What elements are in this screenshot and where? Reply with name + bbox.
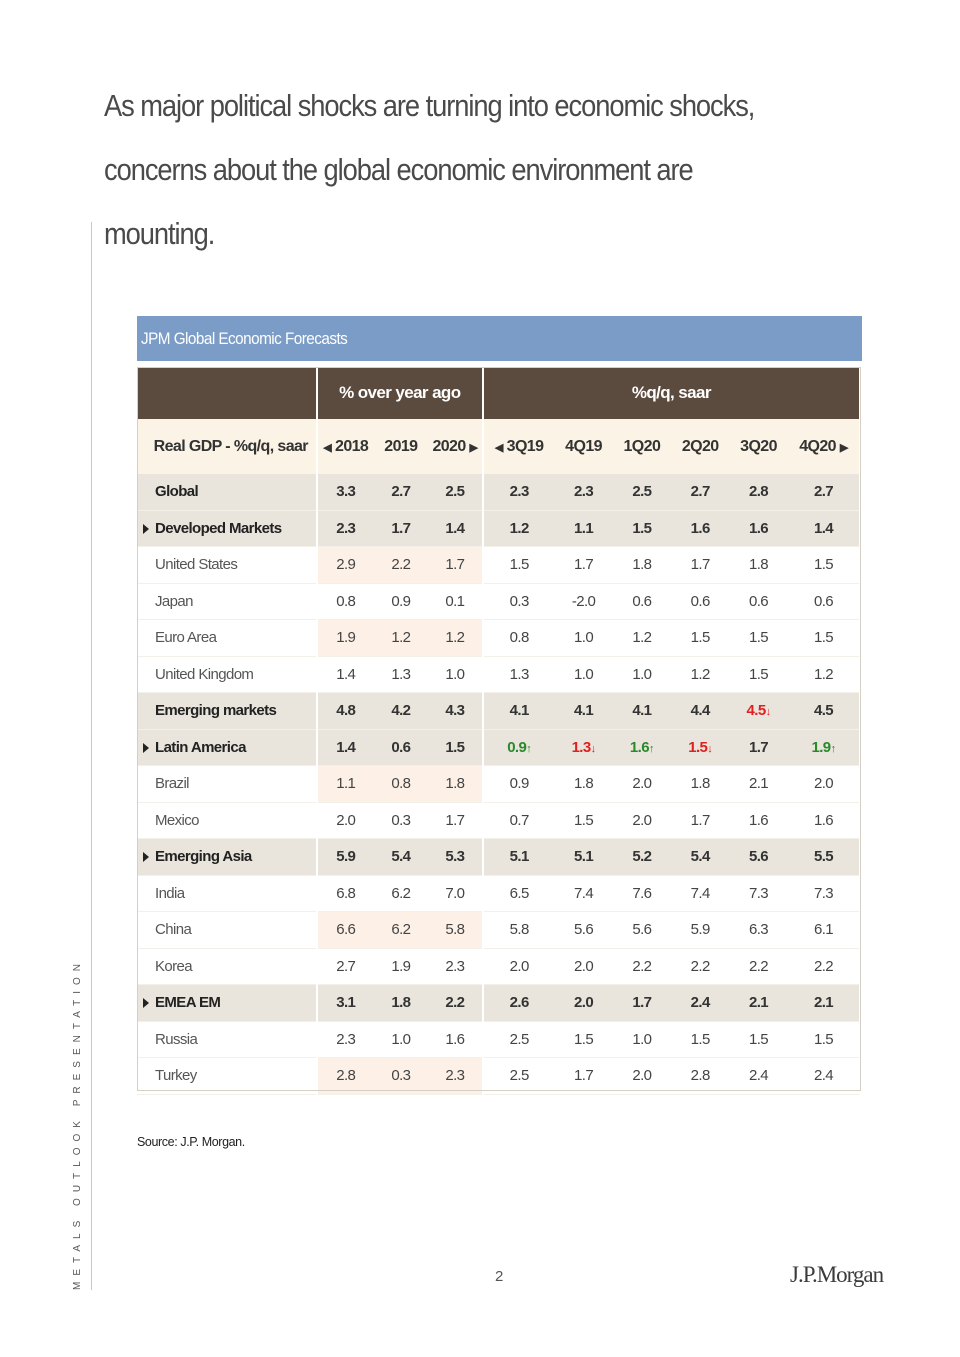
value-cell: 4.2 <box>374 693 429 730</box>
value-cell: 1.7 <box>428 547 483 584</box>
value-cell: 2.2 <box>632 957 652 975</box>
value-cell: 2.4 <box>813 1067 834 1085</box>
sidebar-label: METALS OUTLOOK PRESENTATION <box>72 957 83 1290</box>
value-cell: 1.9 <box>391 957 411 975</box>
value-cell: 1.6 <box>729 510 788 547</box>
row-name-cell <box>137 766 317 803</box>
column-header-row <box>137 419 859 474</box>
value-cell: 1.5 <box>574 1030 594 1048</box>
value-cell: 4.1 <box>555 693 613 730</box>
row-name: Russia <box>155 1030 198 1048</box>
value-cell: 5.6 <box>632 921 652 939</box>
value-cell: 0.6 <box>374 729 429 766</box>
value-cell: 2.8 <box>690 1067 710 1085</box>
table-row <box>137 1058 859 1095</box>
value-cell: 2.5 <box>428 474 483 510</box>
value-cell: 5.2 <box>612 839 671 876</box>
row-name-cell[interactable] <box>137 985 317 1022</box>
value-cell: 1.2 <box>428 620 483 657</box>
value-cell: 5.4 <box>671 839 729 876</box>
table-row <box>137 766 859 803</box>
row-name: United States <box>155 556 238 574</box>
value-cell: 1.4 <box>788 510 859 547</box>
value-cell: 1.3 ↓ <box>555 729 613 766</box>
value-cell: 1.0 <box>574 665 594 683</box>
value-cell: 5.1 <box>483 839 555 876</box>
row-name-cell <box>137 693 317 730</box>
value-cell: 1.4 <box>428 510 483 547</box>
row-name-cell <box>137 875 317 912</box>
value-cell: 4.1 <box>612 693 671 730</box>
row-name: Developed Markets <box>155 519 282 537</box>
value-cell: 1.2 <box>690 665 710 683</box>
value-cell: 5.3 <box>428 839 483 876</box>
value-cell: 0.1 <box>445 592 465 610</box>
expand-triangle-icon[interactable] <box>143 852 149 862</box>
value-cell: 2.7 <box>671 474 729 510</box>
value-cell: 2.3 <box>483 474 555 510</box>
value-cell: 2.2 <box>374 547 429 584</box>
value-cell: 0.8 <box>317 583 374 620</box>
value-cell: 5.5 <box>788 839 859 876</box>
forecast-table-panel <box>137 316 862 1095</box>
table-row <box>137 547 859 584</box>
row-name-cell <box>137 583 317 620</box>
value-cell: 1.2 <box>483 510 555 547</box>
value-cell: 2.0 <box>632 811 652 829</box>
value-cell: 2.3 <box>317 1021 374 1058</box>
value-cell: 4.8 <box>317 693 374 730</box>
value-cell: 2.8 <box>729 474 788 510</box>
value-cell: -2.0 <box>571 592 596 610</box>
value-cell: 2.2 <box>749 957 769 975</box>
value-cell: 4.1 <box>483 693 555 730</box>
value-cell: 1.6 <box>671 510 729 547</box>
col-header-2020[interactable]: 2020 ▶ <box>428 419 483 474</box>
value-cell: 5.9 <box>317 839 374 876</box>
value-cell: 0.6 <box>813 592 834 610</box>
group-header-annual: % over year ago <box>317 367 483 419</box>
table-row <box>137 875 859 912</box>
value-cell: 1.5 <box>813 556 834 574</box>
row-name: Emerging markets <box>155 702 277 720</box>
value-cell: 0.9 <box>483 766 555 803</box>
value-cell: 5.6 <box>729 839 788 876</box>
value-cell: 4.4 <box>671 693 729 730</box>
value-cell: 2.0 <box>317 802 374 839</box>
value-cell: 1.7 <box>690 811 710 829</box>
value-cell: 0.6 <box>632 592 652 610</box>
value-cell: 2.8 <box>317 1058 374 1095</box>
row-name: India <box>155 884 185 902</box>
row-name: Latin America <box>155 738 246 756</box>
value-cell: 1.5 <box>574 811 594 829</box>
value-cell: 1.8 <box>374 985 429 1022</box>
expand-triangle-icon[interactable] <box>143 743 149 753</box>
row-name: Brazil <box>155 775 189 793</box>
value-cell: 2.3 <box>555 474 613 510</box>
table-row <box>137 693 859 730</box>
value-cell: 3.3 <box>317 474 374 510</box>
value-cell: 1.2 <box>374 620 429 657</box>
row-name: Japan <box>155 592 193 610</box>
value-cell: 1.3 <box>391 665 411 683</box>
value-cell: 2.0 <box>574 957 594 975</box>
value-cell: 7.4 <box>574 884 594 902</box>
value-cell: 5.8 <box>428 912 483 949</box>
caret-right-icon[interactable]: ▶ <box>839 441 848 454</box>
value-cell: 1.5 <box>483 547 555 584</box>
value-cell: 0.9 <box>391 592 411 610</box>
value-cell: 1.4 <box>317 656 374 693</box>
source-note: Source: J.P. Morgan. <box>137 1135 245 1149</box>
value-cell: 1.5 <box>749 629 769 647</box>
row-name-cell <box>137 1021 317 1058</box>
value-cell: 1.5 <box>813 629 834 647</box>
value-cell: 1.6 ↑ <box>612 729 671 766</box>
header-blank-cell <box>137 367 317 419</box>
row-label-header: Real GDP - %q/q, saar <box>137 419 317 474</box>
table-row <box>137 839 859 876</box>
value-cell: 2.2 <box>813 957 834 975</box>
value-cell: 1.2 <box>813 665 834 683</box>
value-cell: 1.5 ↓ <box>671 729 729 766</box>
table-title: JPM Global Economic Forecasts <box>141 329 348 348</box>
row-name-cell <box>137 656 317 693</box>
jpmorgan-logo: J.P.Morgan <box>790 1262 884 1287</box>
col-header-1q20: 1Q20 <box>612 419 671 474</box>
value-cell: 1.8 <box>574 775 594 793</box>
value-cell: 5.6 <box>574 921 594 939</box>
value-cell: 7.0 <box>445 884 465 902</box>
group-header-row <box>137 367 859 419</box>
row-name: Euro Area <box>155 629 217 647</box>
value-cell: 1.3 <box>483 656 555 693</box>
value-cell: 1.6 <box>445 1030 465 1048</box>
col-header-3q19[interactable]: ◀ 3Q19 <box>483 419 555 474</box>
row-name-cell[interactable] <box>137 839 317 876</box>
value-cell: 7.6 <box>632 884 652 902</box>
row-name-cell <box>137 547 317 584</box>
caret-left-icon[interactable]: ◀ <box>323 441 332 454</box>
value-cell: 2.1 <box>749 775 769 793</box>
table-row <box>137 510 859 547</box>
value-cell: 2.4 <box>671 985 729 1022</box>
value-cell: 6.8 <box>317 875 374 912</box>
table-row <box>137 729 859 766</box>
caret-left-icon[interactable]: ◀ <box>494 441 503 454</box>
caret-right-icon[interactable]: ▶ <box>469 441 478 454</box>
value-cell: 1.7 <box>574 1067 594 1085</box>
value-cell: 2.3 <box>445 957 465 975</box>
table-row <box>137 985 859 1022</box>
value-cell: 1.5 <box>690 629 710 647</box>
value-cell: 2.5 <box>483 1058 555 1095</box>
value-cell: 1.7 <box>612 985 671 1022</box>
value-cell: 5.8 <box>483 912 555 949</box>
value-cell: 1.7 <box>690 556 710 574</box>
value-cell: 2.5 <box>483 1021 555 1058</box>
row-name-cell <box>137 1058 317 1095</box>
value-cell: 3.1 <box>317 985 374 1022</box>
value-cell: 7.3 <box>813 884 834 902</box>
col-header-3q20: 3Q20 <box>729 419 788 474</box>
value-cell: 6.2 <box>391 884 411 902</box>
value-cell: 1.0 <box>391 1030 411 1048</box>
table-row <box>137 1021 859 1058</box>
value-cell: 2.7 <box>788 474 859 510</box>
value-cell: 1.5 <box>612 510 671 547</box>
value-cell: 2.2 <box>428 985 483 1022</box>
value-cell: 1.5 <box>813 1030 834 1048</box>
value-cell: 5.1 <box>555 839 613 876</box>
table-row <box>137 583 859 620</box>
value-cell: 1.7 <box>574 556 594 574</box>
value-cell: 2.3 <box>428 1058 483 1095</box>
value-cell: 2.5 <box>612 474 671 510</box>
row-name: United Kingdom <box>155 665 254 683</box>
table-row <box>137 474 859 510</box>
value-cell: 1.8 <box>428 766 483 803</box>
row-name: China <box>155 921 192 939</box>
row-name: Mexico <box>155 811 199 829</box>
value-cell: 1.7 <box>374 510 429 547</box>
value-cell: 1.6 <box>813 811 834 829</box>
value-cell: 2.7 <box>317 948 374 985</box>
value-cell: 2.0 <box>813 775 834 793</box>
table-row <box>137 948 859 985</box>
value-cell: 1.4 <box>317 729 374 766</box>
value-cell: 0.6 <box>690 592 710 610</box>
value-cell: 1.0 <box>632 665 652 683</box>
row-name-cell[interactable] <box>137 729 317 766</box>
value-cell: 1.5 <box>428 729 483 766</box>
value-cell: 4.5 ↓ <box>729 693 788 730</box>
row-name-cell <box>137 620 317 657</box>
value-cell: 1.8 <box>749 556 769 574</box>
value-cell: 6.3 <box>749 921 769 939</box>
row-name-cell <box>137 912 317 949</box>
value-cell: 2.6 <box>483 985 555 1022</box>
value-cell: 1.7 <box>729 729 788 766</box>
value-cell: 0.3 <box>483 583 555 620</box>
value-cell: 2.3 <box>317 510 374 547</box>
value-cell: 2.0 <box>555 985 613 1022</box>
value-cell: 5.9 <box>690 921 710 939</box>
col-header-2019: 2019 <box>374 419 429 474</box>
value-cell: 1.6 <box>749 811 769 829</box>
value-cell: 1.5 <box>749 665 769 683</box>
col-header-4q20[interactable]: 4Q20 ▶ <box>788 419 859 474</box>
forecast-table <box>137 367 859 1095</box>
row-name-cell <box>137 474 317 510</box>
value-cell: 0.3 <box>391 811 411 829</box>
table-row <box>137 620 859 657</box>
value-cell: 6.6 <box>317 912 374 949</box>
value-cell: 2.2 <box>690 957 710 975</box>
row-name: Emerging Asia <box>155 848 252 866</box>
value-cell: 6.5 <box>483 875 555 912</box>
row-name-cell[interactable] <box>137 510 317 547</box>
value-cell: 2.0 <box>632 775 652 793</box>
value-cell: 0.3 <box>374 1058 429 1095</box>
table-row <box>137 656 859 693</box>
value-cell: 7.3 <box>749 884 769 902</box>
value-cell: 0.8 <box>374 766 429 803</box>
value-cell: 2.1 <box>729 985 788 1022</box>
table-title-bar <box>137 316 862 361</box>
value-cell: 4.3 <box>428 693 483 730</box>
col-header-2q20: 2Q20 <box>671 419 729 474</box>
page-headline: As major political shocks are turning into economic shocks, concerns about the global economic environment are mounting. <box>104 88 755 251</box>
value-cell: 1.0 <box>574 629 594 647</box>
value-cell: 0.7 <box>483 802 555 839</box>
row-name-cell <box>137 802 317 839</box>
value-cell: 7.4 <box>690 884 710 902</box>
value-cell: 0.8 <box>483 620 555 657</box>
value-cell: 2.0 <box>483 948 555 985</box>
sidebar-divider <box>91 222 92 1290</box>
value-cell: 1.8 <box>690 775 710 793</box>
value-cell: 1.5 <box>690 1030 710 1048</box>
value-cell: 5.4 <box>374 839 429 876</box>
page-number: 2 <box>495 1268 504 1285</box>
value-cell: 1.2 <box>632 629 652 647</box>
value-cell: 6.1 <box>813 921 834 939</box>
group-header-quarterly: %q/q, saar <box>483 367 859 419</box>
row-name-cell <box>137 948 317 985</box>
value-cell: 1.9 ↑ <box>788 729 859 766</box>
value-cell: 0.6 <box>749 592 769 610</box>
value-cell: 2.9 <box>317 547 374 584</box>
value-cell: 6.2 <box>374 912 429 949</box>
value-cell: 1.1 <box>555 510 613 547</box>
value-cell: 2.1 <box>788 985 859 1022</box>
value-cell: 1.0 <box>632 1030 652 1048</box>
value-cell: 1.5 <box>749 1030 769 1048</box>
table-row <box>137 802 859 839</box>
value-cell: 1.8 <box>632 556 652 574</box>
table-row <box>137 912 859 949</box>
value-cell: 1.9 <box>317 620 374 657</box>
value-cell: 0.9 ↑ <box>483 729 555 766</box>
col-header-2018[interactable]: ◀ 2018 <box>317 419 374 474</box>
expand-triangle-icon[interactable] <box>143 524 149 534</box>
col-header-4q19: 4Q19 <box>555 419 613 474</box>
value-cell: 1.0 <box>445 665 465 683</box>
value-cell: 4.5 <box>788 693 859 730</box>
value-cell: 1.1 <box>317 766 374 803</box>
value-cell: 2.7 <box>374 474 429 510</box>
row-name: EMEA EM <box>155 994 221 1012</box>
value-cell: 1.7 <box>445 811 465 829</box>
row-name: Global <box>155 483 199 501</box>
value-cell: 2.4 <box>749 1067 769 1085</box>
expand-triangle-icon[interactable] <box>143 998 149 1008</box>
row-name: Turkey <box>155 1067 197 1085</box>
value-cell: 2.0 <box>632 1067 652 1085</box>
row-name: Korea <box>155 957 193 975</box>
